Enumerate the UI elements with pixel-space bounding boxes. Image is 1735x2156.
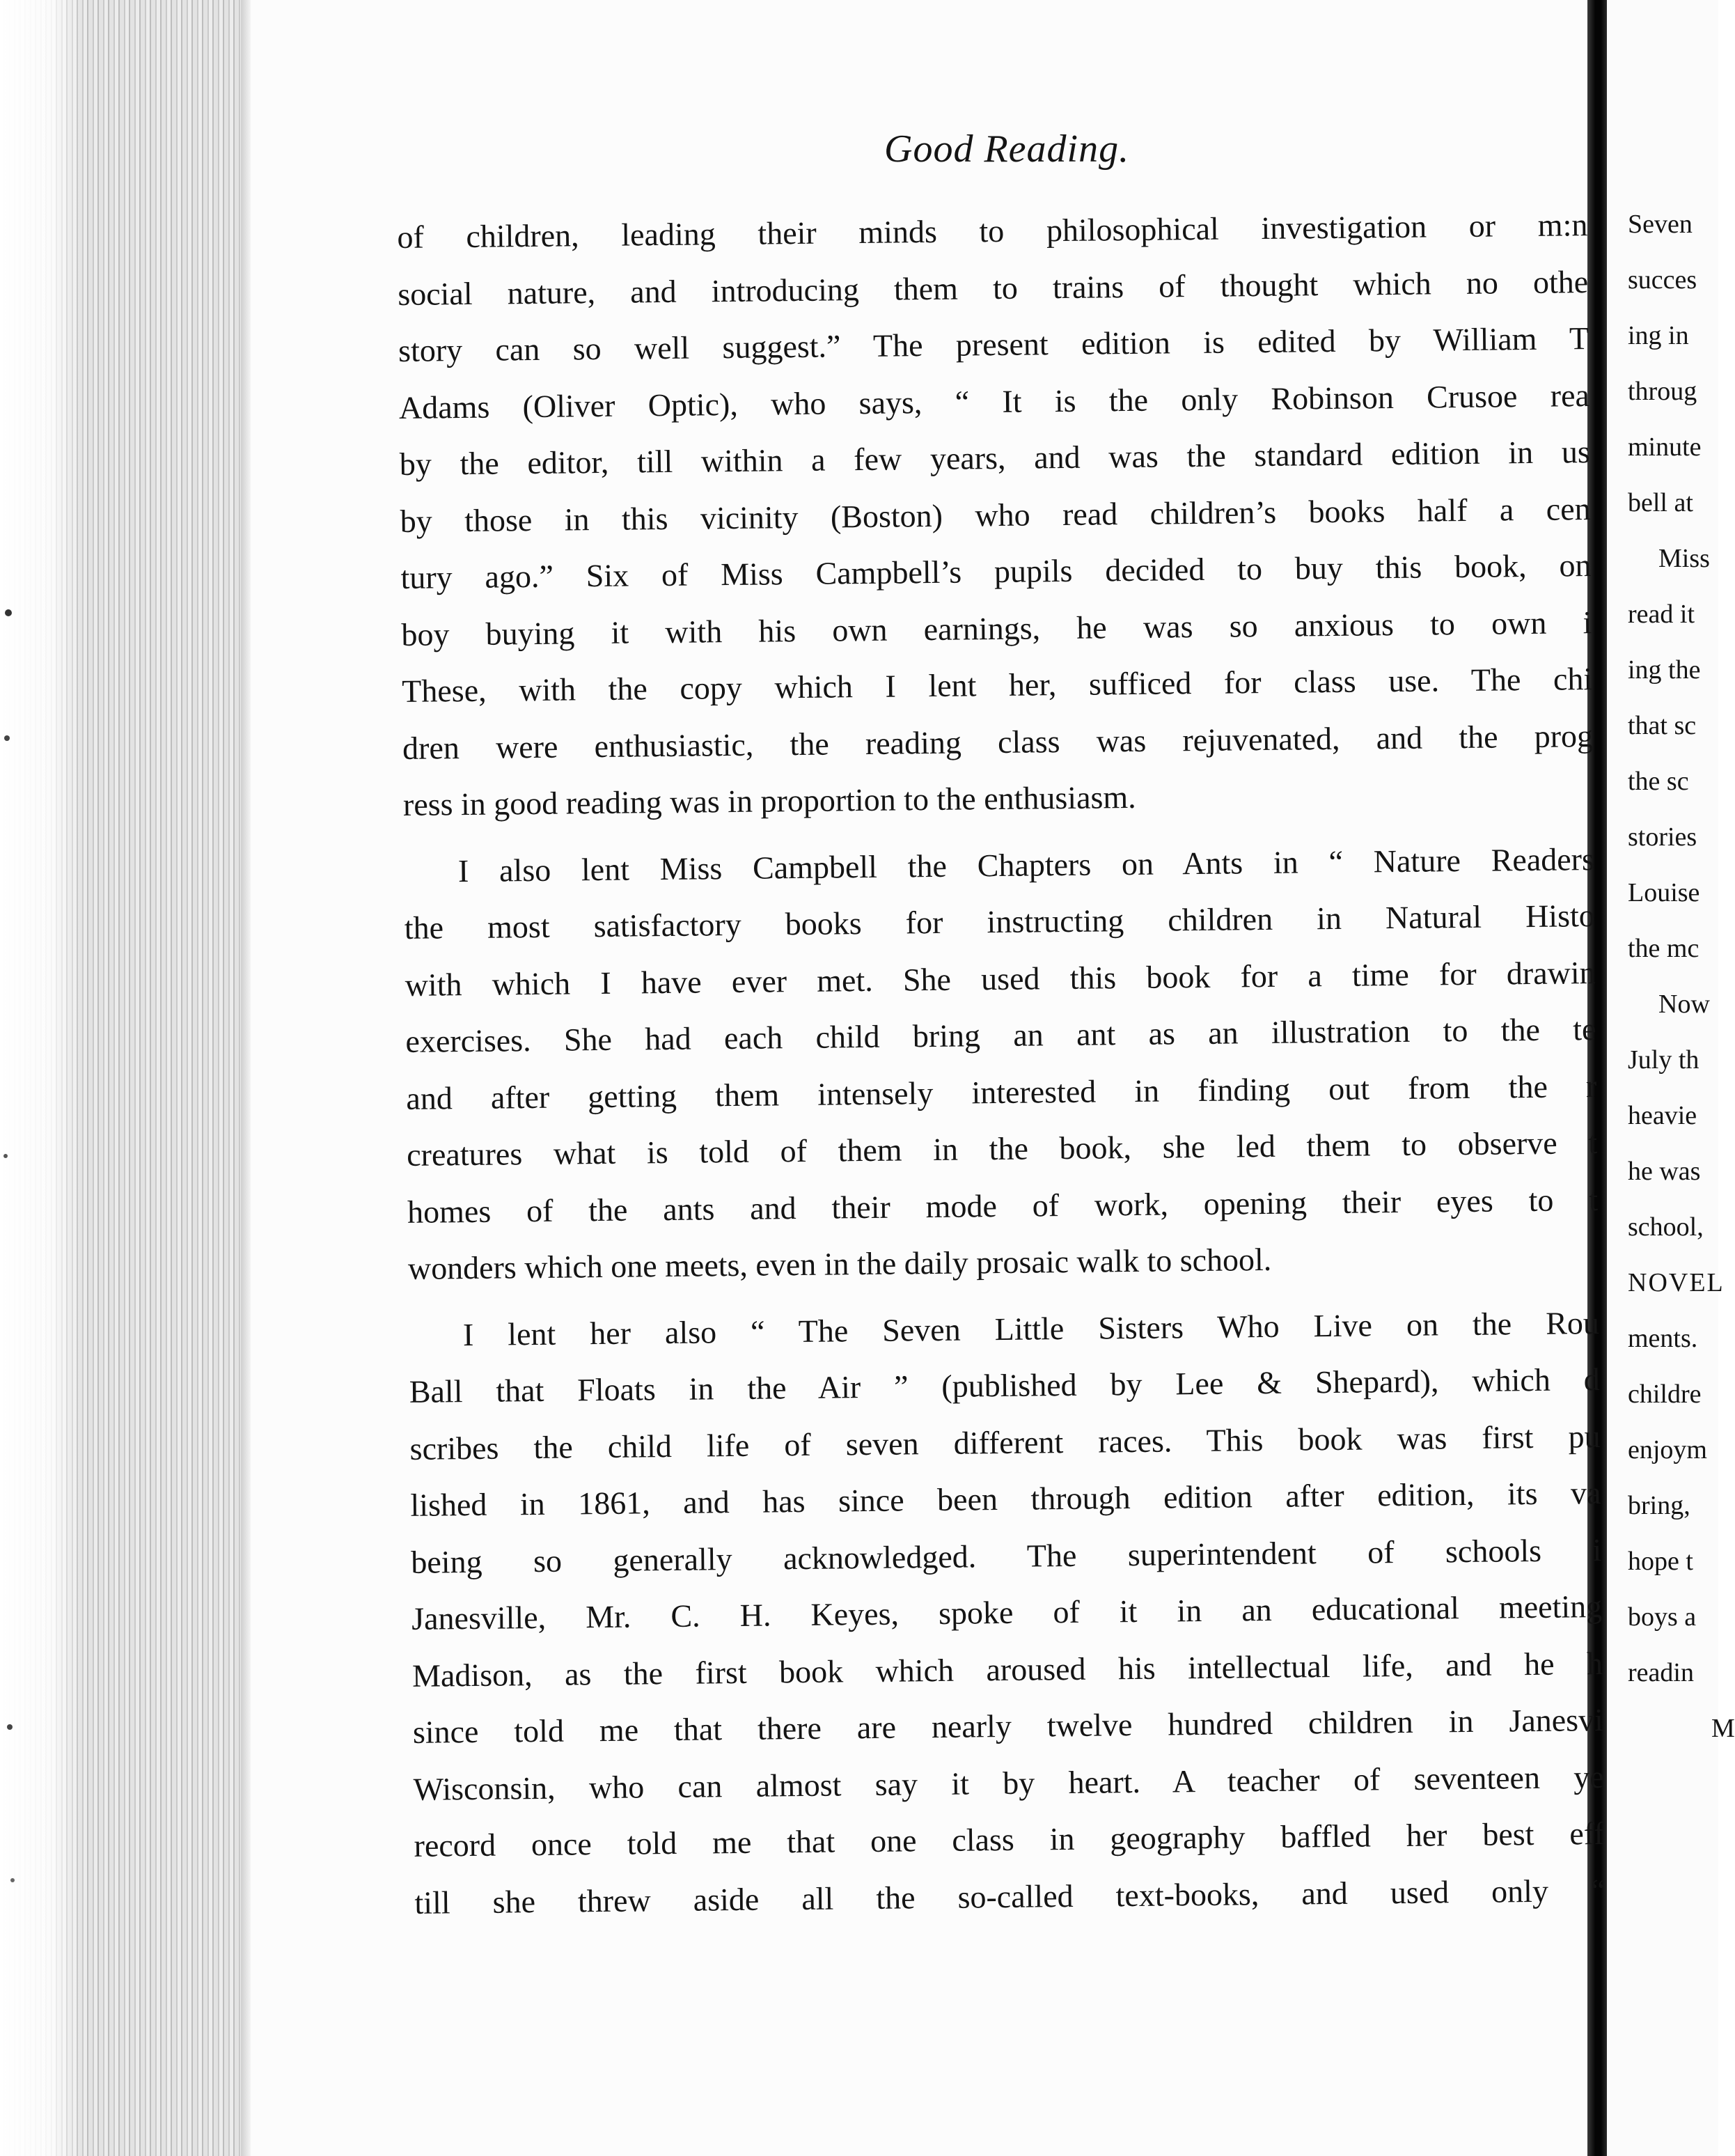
body-text <box>397 196 1606 1931</box>
right-page-line: boys a <box>1628 1602 1697 1632</box>
right-page <box>1607 0 1735 2156</box>
right-page-text <box>1628 196 1735 1756</box>
right-page-line: ing the <box>1628 655 1701 685</box>
right-page-line: Now <box>1658 990 1710 1019</box>
right-page-line: enjoym <box>1628 1435 1707 1464</box>
paragraph <box>409 1295 1606 1931</box>
paragraph <box>397 196 1594 833</box>
text-line: homes of the ants and their mode of work, opening their eyes to t <box>407 1181 1599 1230</box>
right-page-line: stories <box>1628 822 1697 852</box>
text-line: tury ago.” Six of Miss Campbell’s pupils decided to buy this book, on <box>400 547 1592 595</box>
text-line: Ball that Floats in the Air ” (published by Lee & Shepard), which d <box>409 1361 1600 1409</box>
text-line: Wisconsin, who can almost say it by heart. A teacher of seventeen ye <box>413 1758 1604 1807</box>
text-line: creatures what is told of them in the book, she led them to observe t <box>406 1125 1598 1173</box>
text-line: record once told me that one class in geography baffled her best eff <box>414 1815 1605 1864</box>
right-page-line: that sc <box>1628 711 1697 740</box>
text-line: the most satisfactory books for instructing children in Natural Histo <box>404 898 1595 946</box>
book-page-edges <box>0 0 251 2156</box>
right-page-line: bell at <box>1628 488 1693 517</box>
text-line: story can so well suggest.” The present edition is edited by William T <box>398 320 1589 368</box>
right-page-line: ing in <box>1628 321 1689 350</box>
right-page-line: heavie <box>1628 1101 1697 1130</box>
text-line: till she threw aside all the so-called text-books, and used only “ <box>414 1872 1606 1921</box>
right-page-line: school, <box>1628 1212 1704 1242</box>
text-line: ress in good reading was in proportion to the enthusiasm. <box>402 779 1136 822</box>
text-line: being so generally acknowledged. The superintendent of schools i <box>411 1531 1602 1580</box>
right-page-line: ments. <box>1628 1324 1698 1353</box>
text-line: Adams (Oliver Optic), who says, “ It is the only Robinson Crusoe rea <box>398 377 1590 425</box>
text-line: I also lent Miss Campbell the Chapters on Ants in “ Nature Readers <box>457 841 1595 889</box>
text-line: boy buying it with his own earnings, he was so anxious to own i <box>401 604 1592 653</box>
text-line: These, with the copy which I lent her, sufficed for class use. The chi <box>401 661 1593 709</box>
right-page-line: bring, <box>1628 1491 1690 1520</box>
right-page-line: readin <box>1628 1658 1694 1687</box>
text-line: Janesville, Mr. C. H. Keyes, spoke of it in an educational meeting <box>411 1588 1603 1636</box>
text-line: by those in this vicinity (Boston) who read children’s books half a cen <box>400 490 1591 539</box>
right-page-line: the sc <box>1628 767 1689 796</box>
right-page-line: Louise <box>1628 878 1700 907</box>
text-line: scribes the child life of seven different races. This book was first pu <box>409 1418 1601 1467</box>
right-page-line: Miss <box>1658 544 1710 573</box>
text-line: wonders which one meets, even in the daily prosaic walk to school. <box>407 1241 1272 1286</box>
right-page-line: Seven <box>1628 210 1693 239</box>
text-line: exercises. She had each child bring an ant as an illustration to the te <box>405 1011 1596 1059</box>
right-page-line: throug <box>1628 377 1697 406</box>
text-line: lished in 1861, and has since been through edition after edition, its va <box>410 1474 1601 1523</box>
right-page-line: read it <box>1628 600 1695 629</box>
text-line: Madison, as the first book which aroused his intellectual life, and he h <box>411 1645 1603 1694</box>
paragraph <box>404 831 1599 1297</box>
right-page-line: M <box>1711 1714 1735 1743</box>
right-page-line: succes <box>1628 265 1697 295</box>
running-head: Good Reading. <box>884 127 1130 171</box>
text-line: with which I have ever met. She used this book for a time for drawin <box>405 954 1596 1003</box>
right-page-line: the mc <box>1628 934 1699 963</box>
text-line: social nature, and introducing them to trains of thought which no othe <box>398 263 1589 312</box>
text-line: by the editor, till within a few years, and was the standard edition in us <box>399 434 1591 482</box>
right-page-line: he was <box>1628 1157 1701 1186</box>
text-line: I lent her also “ The Seven Little Sisters Who Live on the Rou <box>462 1304 1600 1352</box>
text-line: of children, leading their minds to philosophical investigation or m:n <box>397 207 1588 255</box>
right-page-line: July th <box>1628 1045 1699 1075</box>
right-page-line: minute <box>1628 432 1702 462</box>
right-page-line: childre <box>1628 1380 1702 1409</box>
right-page-line: hope t <box>1628 1547 1693 1576</box>
text-line: since told me that there are nearly twelve hundred children in Janesvi <box>412 1701 1604 1750</box>
text-line: dren were enthusiastic, the reading class was rejuvenated, and the prog <box>402 717 1594 766</box>
text-line: and after getting them intensely interested in finding out from the r <box>406 1068 1597 1116</box>
right-page-line: NOVEL <box>1628 1268 1725 1297</box>
